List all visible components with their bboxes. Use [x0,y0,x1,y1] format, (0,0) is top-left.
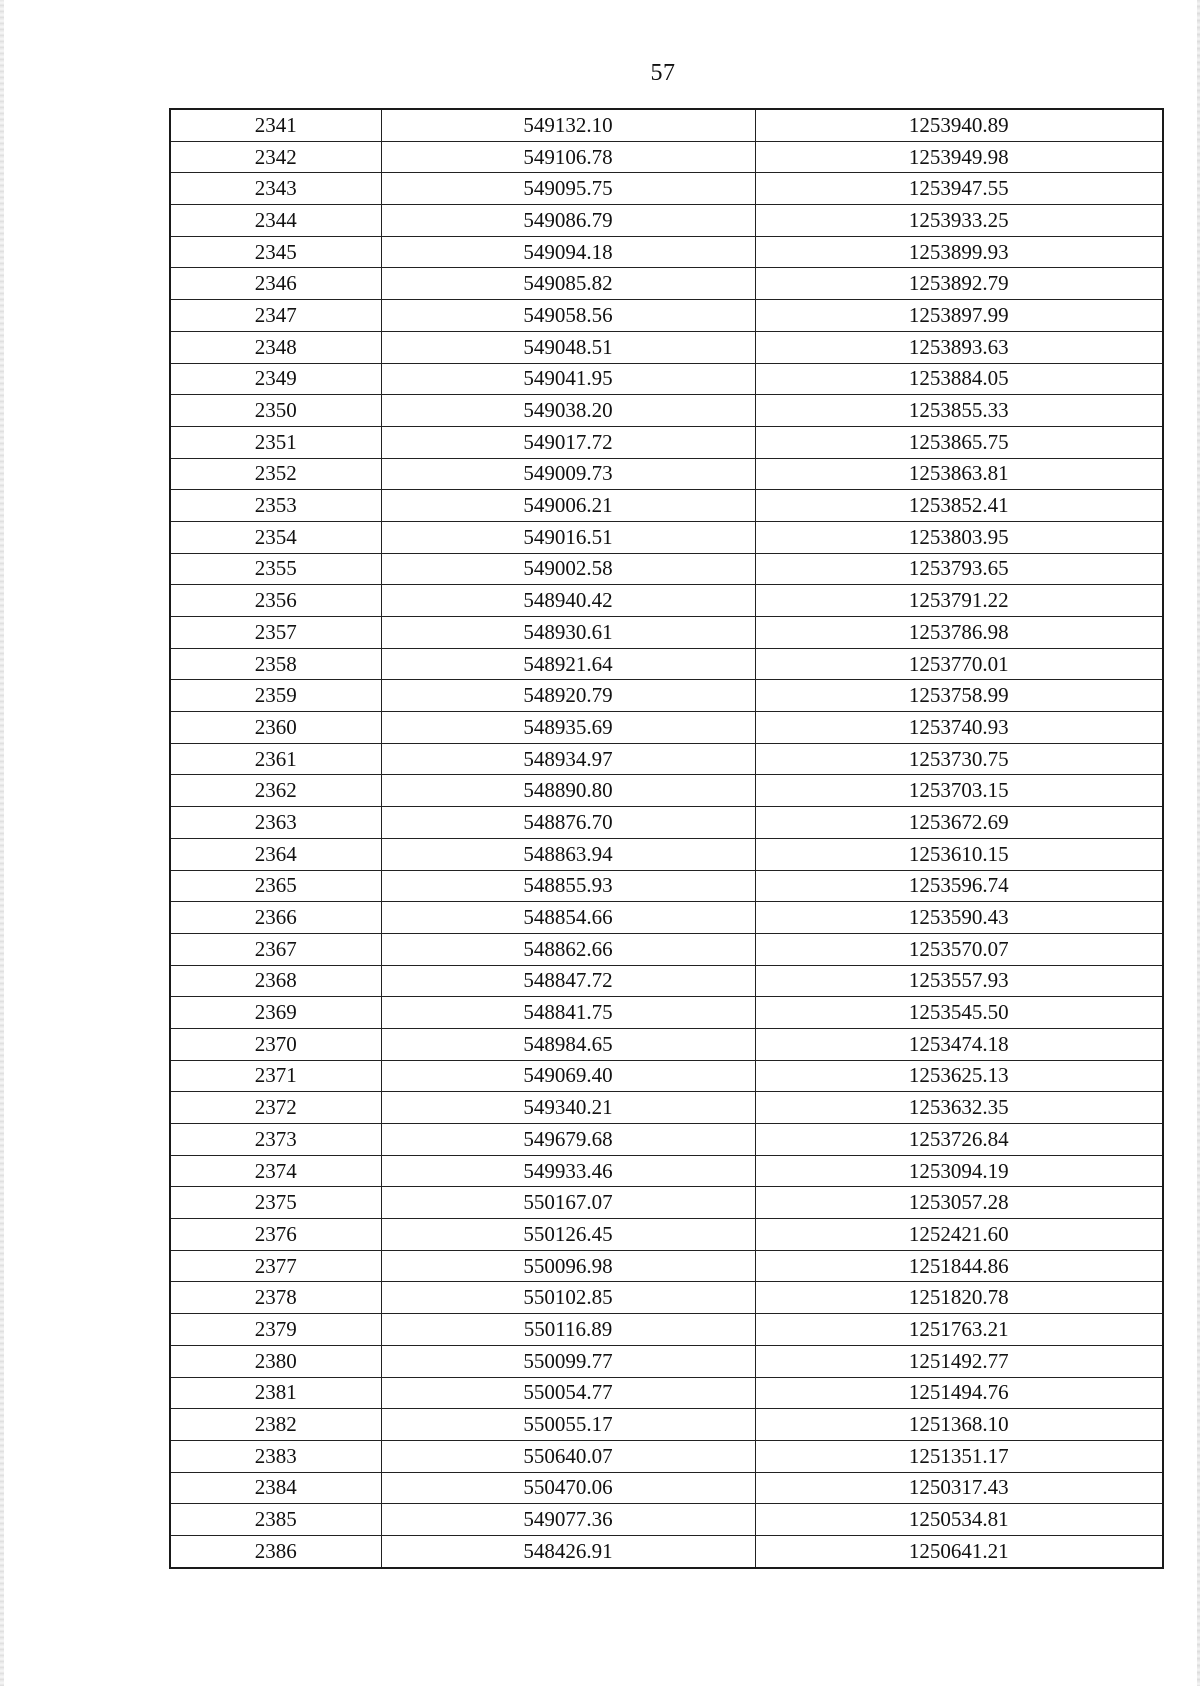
point-number-cell: 2363 [170,807,381,839]
y-coordinate-cell: 1251492.77 [755,1345,1163,1377]
table-row [170,205,1163,237]
point-number-cell: 2382 [170,1409,381,1441]
point-number-cell: 2378 [170,1282,381,1314]
table-row [170,965,1163,997]
y-coordinate-cell: 1253852.41 [755,490,1163,522]
x-coordinate-cell: 550054.77 [381,1377,755,1409]
y-coordinate-cell: 1253865.75 [755,426,1163,458]
x-coordinate-cell: 549048.51 [381,331,755,363]
x-coordinate-cell: 549933.46 [381,1155,755,1187]
point-number-cell: 2385 [170,1504,381,1536]
y-coordinate-cell: 1253899.93 [755,236,1163,268]
x-coordinate-cell: 548426.91 [381,1535,755,1567]
table-row [170,1535,1163,1567]
y-coordinate-cell: 1250641.21 [755,1535,1163,1567]
x-coordinate-cell: 548847.72 [381,965,755,997]
y-coordinate-cell: 1253933.25 [755,205,1163,237]
table-row [170,1060,1163,1092]
coordinates-table-body [170,109,1163,1568]
x-coordinate-cell: 548862.66 [381,933,755,965]
y-coordinate-cell: 1253884.05 [755,363,1163,395]
x-coordinate-cell: 548940.42 [381,585,755,617]
table-row [170,141,1163,173]
x-coordinate-cell: 549077.36 [381,1504,755,1536]
table-row [170,1440,1163,1472]
table-row [170,1187,1163,1219]
point-number-cell: 2359 [170,680,381,712]
point-number-cell: 2358 [170,648,381,680]
x-coordinate-cell: 550640.07 [381,1440,755,1472]
x-coordinate-cell: 548984.65 [381,1028,755,1060]
scan-edge-left [0,0,4,1686]
y-coordinate-cell: 1253703.15 [755,775,1163,807]
table-row [170,395,1163,427]
point-number-cell: 2386 [170,1535,381,1567]
x-coordinate-cell: 549106.78 [381,141,755,173]
point-number-cell: 2354 [170,521,381,553]
table-row [170,585,1163,617]
x-coordinate-cell: 548841.75 [381,997,755,1029]
x-coordinate-cell: 549002.58 [381,553,755,585]
point-number-cell: 2364 [170,838,381,870]
point-number-cell: 2351 [170,426,381,458]
table-row [170,775,1163,807]
y-coordinate-cell: 1253803.95 [755,521,1163,553]
point-number-cell: 2362 [170,775,381,807]
table-row [170,426,1163,458]
page-number: 57 [650,60,676,86]
x-coordinate-cell: 548854.66 [381,902,755,934]
table-row [170,173,1163,205]
table-row [170,1472,1163,1504]
point-number-cell: 2375 [170,1187,381,1219]
point-number-cell: 2361 [170,743,381,775]
table-row [170,268,1163,300]
point-number-cell: 2347 [170,300,381,332]
x-coordinate-cell: 549041.95 [381,363,755,395]
point-number-cell: 2352 [170,458,381,490]
table-row [170,743,1163,775]
point-number-cell: 2374 [170,1155,381,1187]
x-coordinate-cell: 549086.79 [381,205,755,237]
table-row [170,997,1163,1029]
y-coordinate-cell: 1253625.13 [755,1060,1163,1092]
table-row [170,648,1163,680]
y-coordinate-cell: 1253793.65 [755,553,1163,585]
x-coordinate-cell: 550099.77 [381,1345,755,1377]
point-number-cell: 2367 [170,933,381,965]
x-coordinate-cell: 548920.79 [381,680,755,712]
table-row [170,1124,1163,1156]
point-number-cell: 2384 [170,1472,381,1504]
table-row [170,1504,1163,1536]
point-number-cell: 2380 [170,1345,381,1377]
y-coordinate-cell: 1253947.55 [755,173,1163,205]
table-row [170,331,1163,363]
x-coordinate-cell: 549006.21 [381,490,755,522]
table-row [170,712,1163,744]
table-row [170,1377,1163,1409]
table-row [170,1028,1163,1060]
point-number-cell: 2346 [170,268,381,300]
x-coordinate-cell: 549058.56 [381,300,755,332]
table-row [170,458,1163,490]
point-number-cell: 2371 [170,1060,381,1092]
y-coordinate-cell: 1251368.10 [755,1409,1163,1441]
x-coordinate-cell: 550470.06 [381,1472,755,1504]
x-coordinate-cell: 548934.97 [381,743,755,775]
point-number-cell: 2345 [170,236,381,268]
point-number-cell: 2357 [170,617,381,649]
x-coordinate-cell: 549094.18 [381,236,755,268]
table-row [170,1282,1163,1314]
table-row [170,521,1163,553]
x-coordinate-cell: 549009.73 [381,458,755,490]
x-coordinate-cell: 550055.17 [381,1409,755,1441]
y-coordinate-cell: 1253590.43 [755,902,1163,934]
point-number-cell: 2366 [170,902,381,934]
y-coordinate-cell: 1253740.93 [755,712,1163,744]
y-coordinate-cell: 1253791.22 [755,585,1163,617]
x-coordinate-cell: 549679.68 [381,1124,755,1156]
x-coordinate-cell: 550167.07 [381,1187,755,1219]
x-coordinate-cell: 548930.61 [381,617,755,649]
coordinates-table [169,108,1164,1569]
point-number-cell: 2355 [170,553,381,585]
y-coordinate-cell: 1253786.98 [755,617,1163,649]
point-number-cell: 2377 [170,1250,381,1282]
table-row [170,870,1163,902]
point-number-cell: 2350 [170,395,381,427]
y-coordinate-cell: 1253940.89 [755,109,1163,141]
point-number-cell: 2343 [170,173,381,205]
x-coordinate-cell: 549095.75 [381,173,755,205]
table-row [170,109,1163,141]
x-coordinate-cell: 548855.93 [381,870,755,902]
y-coordinate-cell: 1250317.43 [755,1472,1163,1504]
table-row [170,933,1163,965]
x-coordinate-cell: 549340.21 [381,1092,755,1124]
y-coordinate-cell: 1253672.69 [755,807,1163,839]
point-number-cell: 2373 [170,1124,381,1156]
y-coordinate-cell: 1253893.63 [755,331,1163,363]
table-row [170,1092,1163,1124]
table-row [170,1219,1163,1251]
y-coordinate-cell: 1251351.17 [755,1440,1163,1472]
table-row [170,363,1163,395]
y-coordinate-cell: 1253863.81 [755,458,1163,490]
y-coordinate-cell: 1251763.21 [755,1314,1163,1346]
x-coordinate-cell: 548921.64 [381,648,755,680]
y-coordinate-cell: 1253949.98 [755,141,1163,173]
y-coordinate-cell: 1253892.79 [755,268,1163,300]
x-coordinate-cell: 550102.85 [381,1282,755,1314]
point-number-cell: 2348 [170,331,381,363]
y-coordinate-cell: 1253730.75 [755,743,1163,775]
point-number-cell: 2376 [170,1219,381,1251]
x-coordinate-cell: 550126.45 [381,1219,755,1251]
y-coordinate-cell: 1253897.99 [755,300,1163,332]
y-coordinate-cell: 1253726.84 [755,1124,1163,1156]
y-coordinate-cell: 1251844.86 [755,1250,1163,1282]
y-coordinate-cell: 1253094.19 [755,1155,1163,1187]
table-row [170,236,1163,268]
x-coordinate-cell: 549016.51 [381,521,755,553]
x-coordinate-cell: 548890.80 [381,775,755,807]
point-number-cell: 2342 [170,141,381,173]
y-coordinate-cell: 1253545.50 [755,997,1163,1029]
table-row [170,1345,1163,1377]
point-number-cell: 2368 [170,965,381,997]
point-number-cell: 2370 [170,1028,381,1060]
y-coordinate-cell: 1253632.35 [755,1092,1163,1124]
y-coordinate-cell: 1253557.93 [755,965,1163,997]
point-number-cell: 2353 [170,490,381,522]
table-row [170,680,1163,712]
table-row [170,1155,1163,1187]
x-coordinate-cell: 549069.40 [381,1060,755,1092]
y-coordinate-cell: 1253596.74 [755,870,1163,902]
point-number-cell: 2344 [170,205,381,237]
x-coordinate-cell: 549085.82 [381,268,755,300]
y-coordinate-cell: 1253570.07 [755,933,1163,965]
y-coordinate-cell: 1253610.15 [755,838,1163,870]
y-coordinate-cell: 1250534.81 [755,1504,1163,1536]
table-row [170,902,1163,934]
table-row [170,617,1163,649]
y-coordinate-cell: 1251494.76 [755,1377,1163,1409]
table-row [170,1409,1163,1441]
y-coordinate-cell: 1253855.33 [755,395,1163,427]
x-coordinate-cell: 548935.69 [381,712,755,744]
y-coordinate-cell: 1253758.99 [755,680,1163,712]
y-coordinate-cell: 1253057.28 [755,1187,1163,1219]
x-coordinate-cell: 550116.89 [381,1314,755,1346]
x-coordinate-cell: 549017.72 [381,426,755,458]
table-row [170,1250,1163,1282]
y-coordinate-cell: 1251820.78 [755,1282,1163,1314]
table-row [170,1314,1163,1346]
table-row [170,553,1163,585]
x-coordinate-cell: 550096.98 [381,1250,755,1282]
point-number-cell: 2369 [170,997,381,1029]
point-number-cell: 2372 [170,1092,381,1124]
point-number-cell: 2381 [170,1377,381,1409]
table-row [170,490,1163,522]
x-coordinate-cell: 549132.10 [381,109,755,141]
point-number-cell: 2383 [170,1440,381,1472]
y-coordinate-cell: 1253770.01 [755,648,1163,680]
x-coordinate-cell: 549038.20 [381,395,755,427]
point-number-cell: 2365 [170,870,381,902]
table-row [170,807,1163,839]
table-row [170,838,1163,870]
x-coordinate-cell: 548863.94 [381,838,755,870]
point-number-cell: 2379 [170,1314,381,1346]
y-coordinate-cell: 1252421.60 [755,1219,1163,1251]
point-number-cell: 2356 [170,585,381,617]
x-coordinate-cell: 548876.70 [381,807,755,839]
point-number-cell: 2360 [170,712,381,744]
point-number-cell: 2341 [170,109,381,141]
point-number-cell: 2349 [170,363,381,395]
table-row [170,300,1163,332]
y-coordinate-cell: 1253474.18 [755,1028,1163,1060]
